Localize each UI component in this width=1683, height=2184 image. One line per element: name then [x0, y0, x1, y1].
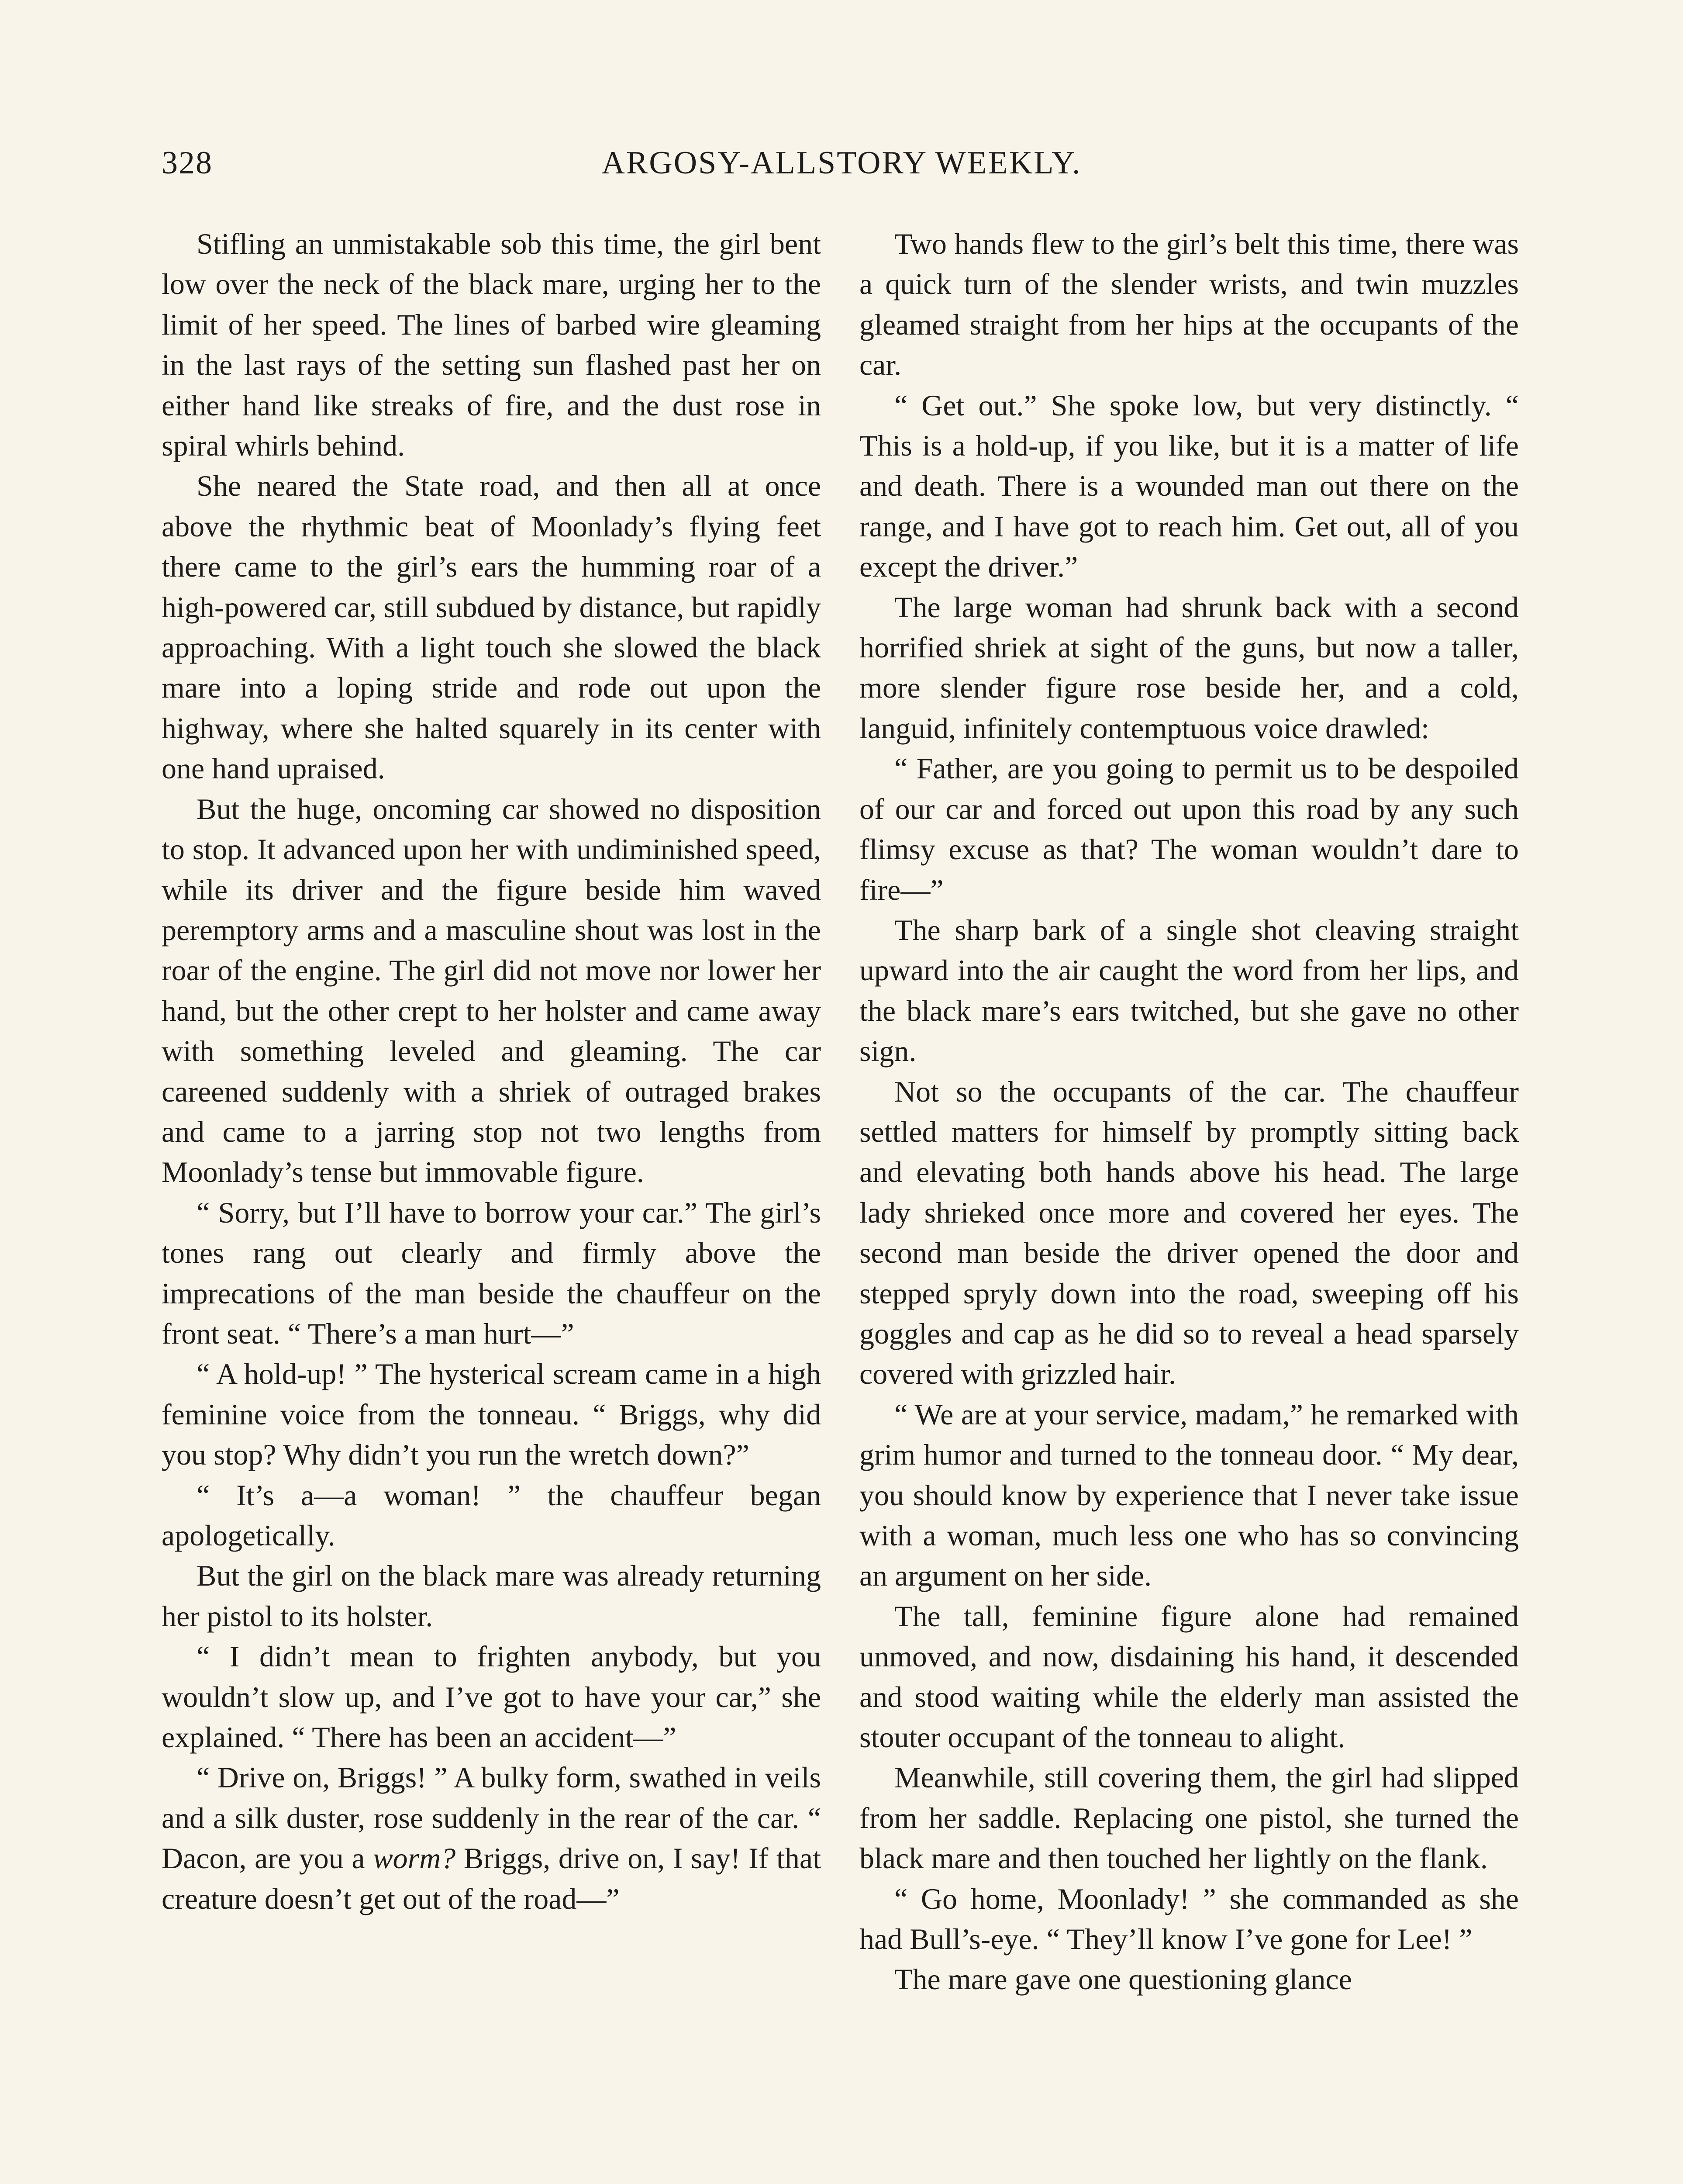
right-column: [859, 224, 1519, 2000]
page-number: 328: [162, 145, 213, 181]
paragraph: “ Sorry, but I’ll have to borrow your car.” The girl’s tones rang out clearly and firmly above the imprecations of the man beside the chauffeur on the front seat. “ There’s a man hurt—”: [162, 1196, 821, 1350]
paragraph: “ It’s a—a woman! ” the chauffeur began apologetically.: [162, 1478, 821, 1552]
page-header: [162, 139, 1521, 187]
paragraph: “ We are at your service, madam,” he remarked with grim humor and turned to the tonneau door. “ My dear, you should know by experience that I never take issue with a woman, much less one who has so convincing an argument on her side.: [859, 1397, 1519, 1593]
paragraph: Stifling an unmistakable sob this time, the girl bent low over the neck of the black mare, urging her to the limit of her speed. The lines of barbed wire gleaming in the last rays of the setting sun flashed past her on either hand like streaks of fire, and the dust rose in spiral whirls behind.: [162, 227, 821, 463]
paragraph: But the girl on the black mare was already returning her pistol to its holster.: [162, 1559, 821, 1633]
paragraph: “ I didn’t mean to frighten anybody, but you wouldn’t slow up, and I’ve got to have your car,” she explained. “ There has been an accident—”: [162, 1640, 821, 1754]
running-head: ARGOSY-ALLSTORY WEEKLY.: [601, 145, 1082, 181]
paragraph: The sharp bark of a single shot cleaving straight upward into the air caught the word from her lips, and the black mare’s ears twitched, but she gave no other sign.: [859, 913, 1519, 1068]
paragraph: Meanwhile, still covering them, the girl had slipped from her saddle. Replacing one pistol, she turned the black mare and then touched her lightly on the flank.: [859, 1761, 1519, 1875]
paragraph: “ Father, are you going to permit us to be despoiled of our car and forced out upon this road by any such flimsy excuse as that? The woman wouldn’t dare to fire—”: [859, 752, 1519, 906]
paragraph: Two hands flew to the girl’s belt this time, there was a quick turn of the slender wrists, and twin muzzles gleamed straight from her hips at the occupants of the car.: [859, 227, 1519, 382]
paragraph: But the huge, oncoming car showed no disposition to stop. It advanced upon her with undiminished speed, while its driver and the figure beside him waved peremptory arms and a masculine shout was lost in the roar of the engine. The girl did not move nor lower her hand, but the other crept to her holster and came away with something leveled and gleaming. The car careened suddenly with a shriek of outraged brakes and came to a jarring stop not two lengths from Moonlady’s tense but immovable figure.: [162, 792, 821, 1189]
left-column: [162, 224, 821, 1919]
paragraph: The mare gave one questioning glance: [894, 1963, 1352, 1996]
emphasis-text: worm?: [373, 1842, 456, 1875]
paragraph: She neared the State road, and then all at once above the rhythmic beat of Moonlady’s flying feet there came to the girl’s ears the humming roar of a high-powered car, still subdued by distance, but rapidly approaching. With a light touch she slowed the black mare into a loping stride and rode out upon the highway, where she halted squarely in its center with one hand upraised.: [162, 469, 821, 785]
paragraph: “ Drive on, Briggs! ” A bulky form, swathed in veils and a silk duster, rose suddenly in the rear of the car. “ Dacon, are you a worm? Briggs, drive on, I say! If that creature doesn’t get out of the road—”: [162, 1761, 821, 1915]
paragraph: The large woman had shrunk back with a second horrified shriek at sight of the guns, but now a taller, more slender figure rose beside her, and a cold, languid, infinitely contemptuous voice drawled:: [859, 590, 1519, 745]
paragraph: “ Go home, Moonlady! ” she commanded as she had Bull’s-eye. “ They’ll know I’ve gone for Lee! ”: [859, 1882, 1519, 1956]
paragraph: Not so the occupants of the car. The chauffeur settled matters for himself by promptly sitting back and elevating both hands above his head. The large lady shrieked once more and covered her eyes. The second man beside the driver opened the door and stepped spryly down into the road, sweeping off his goggles and cap as he did so to reveal a head sparsely covered with grizzled hair.: [859, 1075, 1519, 1391]
paragraph: “ A hold-up! ” The hysterical scream came in a high feminine voice from the tonneau. “ Briggs, why did you stop? Why didn’t you run the wretch down?”: [162, 1357, 821, 1472]
paragraph: The tall, feminine figure alone had remained unmoved, and now, disdaining his hand, it descended and stood waiting while the elderly man assisted the stouter occupant of the tonneau to alight.: [859, 1599, 1519, 1754]
paragraph: “ Get out.” She spoke low, but very distinctly. “ This is a hold-up, if you like, but it is a matter of life and death. There is a wounded man out there on the range, and I have got to reach him. Get out, all of you except the driver.”: [859, 388, 1519, 584]
